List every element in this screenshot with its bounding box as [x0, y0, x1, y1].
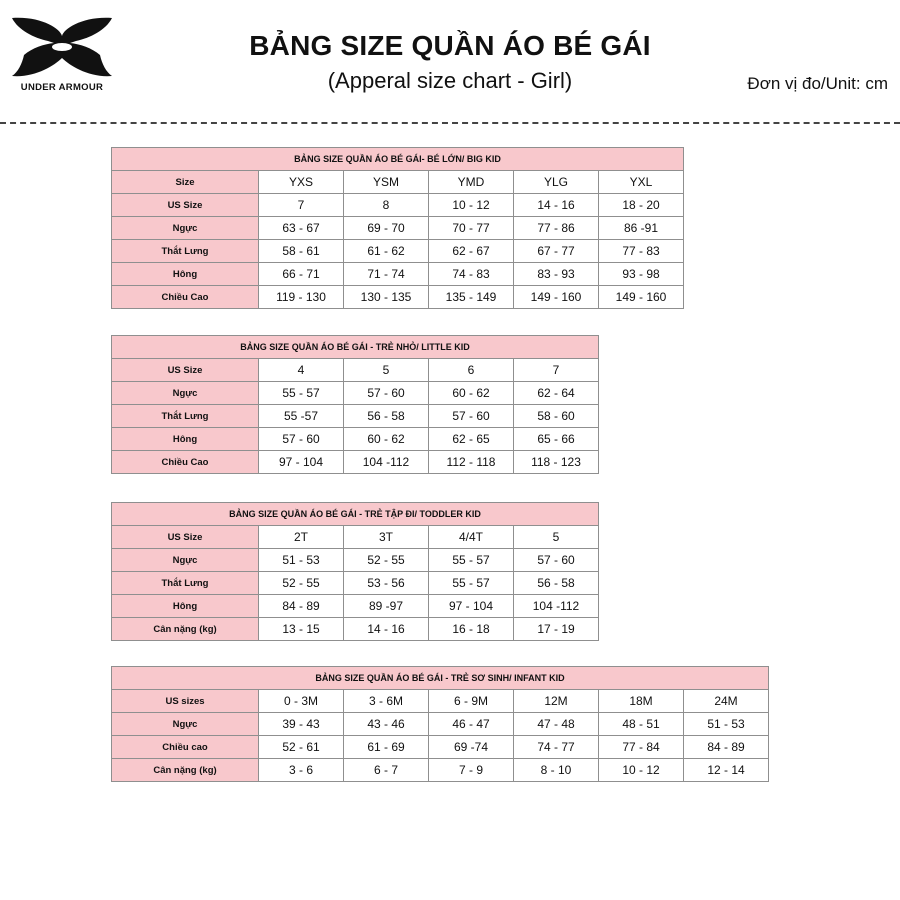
- table-row: [112, 736, 769, 759]
- table-cell: 7 - 9: [429, 759, 514, 782]
- table-cell: 18M: [599, 690, 684, 713]
- row-label: Hông: [112, 595, 259, 618]
- table-cell: 46 - 47: [429, 713, 514, 736]
- table-cell: 63 - 67: [259, 217, 344, 240]
- table-cell: 6 - 7: [344, 759, 429, 782]
- table-cell: 18 - 20: [599, 194, 684, 217]
- table-cell: 61 - 62: [344, 240, 429, 263]
- table-cell: 66 - 71: [259, 263, 344, 286]
- table-cell: 8: [344, 194, 429, 217]
- row-label: Ngực: [112, 382, 259, 405]
- table-cell: 12M: [514, 690, 599, 713]
- table-cell: YLG: [514, 171, 599, 194]
- row-label: Size: [112, 171, 259, 194]
- table-row: [112, 263, 684, 286]
- table-cell: YSM: [344, 171, 429, 194]
- row-label: Chiều Cao: [112, 286, 259, 309]
- row-label: Hông: [112, 263, 259, 286]
- table-cell: 56 - 58: [344, 405, 429, 428]
- table-row: [112, 690, 769, 713]
- table-cell: 58 - 60: [514, 405, 599, 428]
- table-row: [112, 428, 599, 451]
- table-cell: 84 - 89: [259, 595, 344, 618]
- table-cell: 86 -91: [599, 217, 684, 240]
- table-row: [112, 526, 599, 549]
- table-cell: 5: [514, 526, 599, 549]
- table-row: [112, 359, 599, 382]
- table-cell: 52 - 55: [259, 572, 344, 595]
- row-label: Chiều cao: [112, 736, 259, 759]
- row-label: US Size: [112, 194, 259, 217]
- table-cell: 55 - 57: [429, 572, 514, 595]
- table-cell: 4/4T: [429, 526, 514, 549]
- table-cell: 52 - 61: [259, 736, 344, 759]
- logo-text: UNDER ARMOUR: [20, 82, 104, 93]
- table-cell: 62 - 67: [429, 240, 514, 263]
- table-cell: 149 - 160: [599, 286, 684, 309]
- table-cell: 17 - 19: [514, 618, 599, 641]
- table-cell: 39 - 43: [259, 713, 344, 736]
- table-row: [112, 572, 599, 595]
- table-cell: 58 - 61: [259, 240, 344, 263]
- row-label: Ngực: [112, 217, 259, 240]
- table-cell: 74 - 83: [429, 263, 514, 286]
- table-cell: 74 - 77: [514, 736, 599, 759]
- table-cell: 48 - 51: [599, 713, 684, 736]
- table-cell: 8 - 10: [514, 759, 599, 782]
- table-cell: 71 - 74: [344, 263, 429, 286]
- row-label: Thắt Lưng: [112, 240, 259, 263]
- row-label: Hông: [112, 428, 259, 451]
- table-cell: 118 - 123: [514, 451, 599, 474]
- table-cell: 57 - 60: [514, 549, 599, 572]
- table-cell: 14 - 16: [344, 618, 429, 641]
- table-cell: YXS: [259, 171, 344, 194]
- dashed-divider: [0, 122, 900, 124]
- row-label: US Size: [112, 359, 259, 382]
- table-cell: 3 - 6M: [344, 690, 429, 713]
- table-cell: 3 - 6: [259, 759, 344, 782]
- table-cell: 5: [344, 359, 429, 382]
- table-cell: 149 - 160: [514, 286, 599, 309]
- table-row: [112, 595, 599, 618]
- table-row: [112, 286, 684, 309]
- table-row: [112, 405, 599, 428]
- table-cell: 51 - 53: [259, 549, 344, 572]
- row-label: Chiều Cao: [112, 451, 259, 474]
- table-cell: 55 - 57: [259, 382, 344, 405]
- table-cell: YMD: [429, 171, 514, 194]
- table-cell: 112 - 118: [429, 451, 514, 474]
- table-cell: 62 - 65: [429, 428, 514, 451]
- table-row: [112, 171, 684, 194]
- table-title: BẢNG SIZE QUẦN ÁO BÉ GÁI - TRẺ TẬP ĐI/ TODDLER KID: [112, 503, 599, 526]
- table-cell: 7: [514, 359, 599, 382]
- row-label: US Size: [112, 526, 259, 549]
- table-cell: 52 - 55: [344, 549, 429, 572]
- table-cell: 65 - 66: [514, 428, 599, 451]
- table-cell: 51 - 53: [684, 713, 769, 736]
- table-title: BẢNG SIZE QUẦN ÁO BÉ GÁI- BÉ LỚN/ BIG KID: [112, 148, 684, 171]
- table-row: [112, 759, 769, 782]
- table-cell: 60 - 62: [344, 428, 429, 451]
- table-cell: 104 -112: [344, 451, 429, 474]
- unit-label: Đơn vị đo/Unit: cm: [747, 74, 888, 93]
- table-cell: 62 - 64: [514, 382, 599, 405]
- table-row: [112, 382, 599, 405]
- size-table-infant-kid: [111, 666, 769, 782]
- table-cell: 61 - 69: [344, 736, 429, 759]
- table-row: [112, 240, 684, 263]
- table-cell: 57 - 60: [344, 382, 429, 405]
- page-subtitle: (Apperal size chart - Girl): [327, 68, 573, 93]
- table-cell: 0 - 3M: [259, 690, 344, 713]
- table-cell: 60 - 62: [429, 382, 514, 405]
- table-cell: 69 -74: [429, 736, 514, 759]
- table-cell: 10 - 12: [429, 194, 514, 217]
- table-cell: 55 -57: [259, 405, 344, 428]
- table-cell: 70 - 77: [429, 217, 514, 240]
- table-cell: YXL: [599, 171, 684, 194]
- table-row: [112, 618, 599, 641]
- table-cell: 24M: [684, 690, 769, 713]
- row-label: US sizes: [112, 690, 259, 713]
- table-cell: 77 - 84: [599, 736, 684, 759]
- table-cell: 77 - 86: [514, 217, 599, 240]
- table-cell: 83 - 93: [514, 263, 599, 286]
- table-cell: 97 - 104: [259, 451, 344, 474]
- table-cell: 16 - 18: [429, 618, 514, 641]
- row-label: Cân nặng (kg): [112, 759, 259, 782]
- table-cell: 7: [259, 194, 344, 217]
- table-cell: 84 - 89: [684, 736, 769, 759]
- row-label: Thắt Lưng: [112, 572, 259, 595]
- page-title: BẢNG SIZE QUẦN ÁO BÉ GÁI: [249, 30, 651, 61]
- table-cell: 10 - 12: [599, 759, 684, 782]
- table-cell: 104 -112: [514, 595, 599, 618]
- size-table-big-kid: [111, 147, 684, 309]
- table-cell: 6 - 9M: [429, 690, 514, 713]
- table-row: [112, 451, 599, 474]
- table-cell: 97 - 104: [429, 595, 514, 618]
- table-cell: 13 - 15: [259, 618, 344, 641]
- table-title: BẢNG SIZE QUẦN ÁO BÉ GÁI - TRẺ SƠ SINH/ INFANT KID: [112, 667, 769, 690]
- table-title: BẢNG SIZE QUẦN ÁO BÉ GÁI - TRẺ NHỎ/ LITTLE KID: [112, 336, 599, 359]
- table-cell: 6: [429, 359, 514, 382]
- table-cell: 57 - 60: [259, 428, 344, 451]
- table-cell: 43 - 46: [344, 713, 429, 736]
- row-label: Ngực: [112, 549, 259, 572]
- row-label: Thắt Lưng: [112, 405, 259, 428]
- table-cell: 119 - 130: [259, 286, 344, 309]
- table-row: [112, 194, 684, 217]
- table-cell: 130 - 135: [344, 286, 429, 309]
- table-cell: 3T: [344, 526, 429, 549]
- table-cell: 77 - 83: [599, 240, 684, 263]
- table-cell: 53 - 56: [344, 572, 429, 595]
- table-cell: 4: [259, 359, 344, 382]
- size-table-toddler-kid: [111, 502, 599, 641]
- table-cell: 55 - 57: [429, 549, 514, 572]
- table-cell: 47 - 48: [514, 713, 599, 736]
- row-label: Cân nặng (kg): [112, 618, 259, 641]
- table-cell: 2T: [259, 526, 344, 549]
- table-cell: 89 -97: [344, 595, 429, 618]
- table-row: [112, 217, 684, 240]
- table-cell: 93 - 98: [599, 263, 684, 286]
- table-cell: 12 - 14: [684, 759, 769, 782]
- table-row: [112, 713, 769, 736]
- table-cell: 14 - 16: [514, 194, 599, 217]
- table-cell: 57 - 60: [429, 405, 514, 428]
- table-row: [112, 549, 599, 572]
- table-cell: 69 - 70: [344, 217, 429, 240]
- row-label: Ngực: [112, 713, 259, 736]
- table-cell: 135 - 149: [429, 286, 514, 309]
- table-cell: 67 - 77: [514, 240, 599, 263]
- size-table-little-kid: [111, 335, 599, 474]
- table-cell: 56 - 58: [514, 572, 599, 595]
